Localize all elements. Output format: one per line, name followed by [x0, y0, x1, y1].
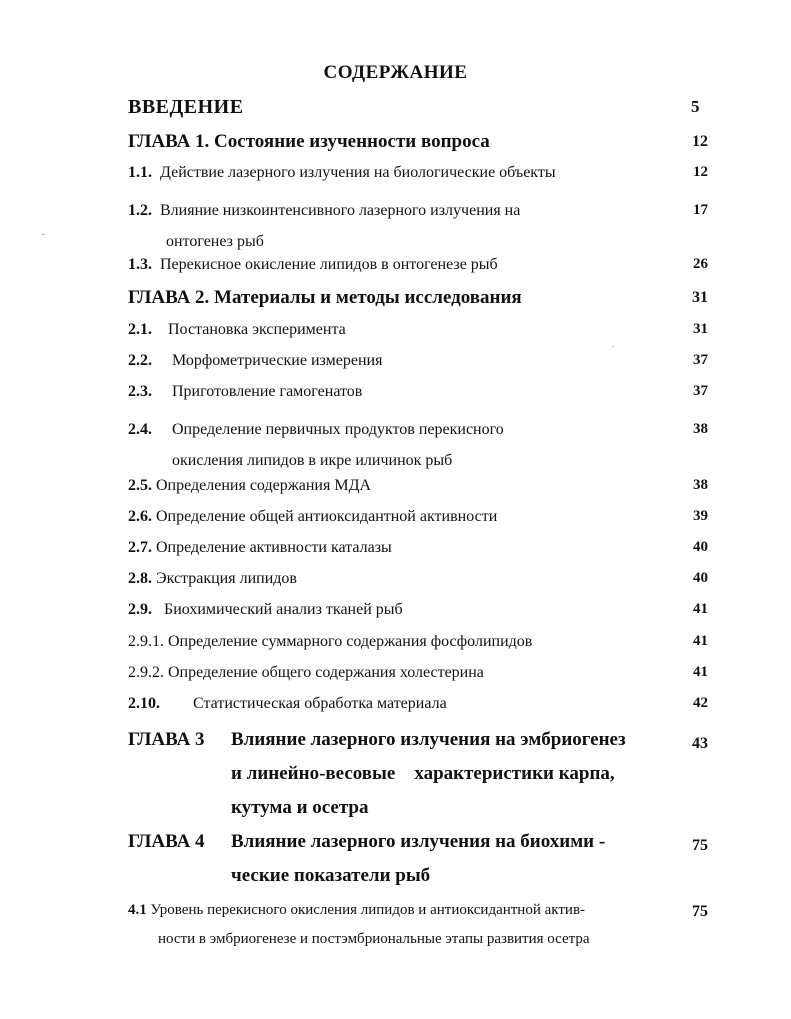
toc-chapter-4 [128, 825, 708, 895]
toc-page-number: 75 [692, 903, 708, 920]
toc-section-text: Определение активности каталазы [156, 539, 392, 556]
toc-page-number: 40 [693, 570, 708, 586]
toc-section-number: 4.1 [128, 902, 147, 918]
toc-section-text [128, 896, 668, 925]
toc-section-number: 2.5. [128, 477, 152, 494]
toc-section-1-3 [128, 256, 708, 274]
toc-section-number: 2.2. [128, 352, 152, 369]
toc-section-number: 2.4. [128, 421, 152, 438]
toc-page-number: 37 [693, 383, 708, 399]
toc-page-number: 17 [693, 202, 708, 218]
toc-section-2-9 [128, 601, 708, 619]
toc-section-number: 1.1. [128, 164, 152, 181]
toc-section-text: Экстракция липидов [156, 570, 297, 587]
toc-section-number: 2.9.2. [128, 664, 164, 681]
toc-chapter-title-line: Влияние лазерного излучения на эмбриогенез [231, 729, 626, 750]
toc-chapter-title-line: ческие показатели рыб [231, 865, 431, 886]
toc-page-number: 41 [693, 664, 708, 680]
toc-section-number: 2.3. [128, 383, 152, 400]
toc-section-text: Морфометрические измерения [172, 352, 383, 369]
toc-section-1-1 [128, 164, 708, 182]
toc-page-number: 39 [693, 508, 708, 524]
toc-section-text: Постановка эксперимента [168, 321, 346, 338]
toc-section-text: Статистическая обработка материала [193, 695, 447, 712]
toc-chapter-title-line: Влияние лазерного излучения на биохими - [231, 831, 606, 852]
toc-section-text: Определение общей антиоксидантной активности [156, 508, 498, 525]
toc-section-2-4 [128, 414, 708, 476]
toc-page-number: 75 [692, 837, 708, 854]
toc-section-number: 2.10. [128, 695, 160, 712]
toc-section-number: 1.3. [128, 256, 152, 273]
toc-section-text-continued: ности в эмбриогенезе и постэмбриональные этапы развития осетра [158, 931, 590, 947]
toc-section-2-9-1 [128, 633, 708, 651]
toc-label: ВВЕДЕНИЕ [128, 96, 244, 118]
toc-page-number: 38 [693, 477, 708, 493]
toc-section-number: 2.7. [128, 539, 152, 556]
toc-section-2-10 [128, 695, 708, 713]
toc-section-number: 2.8. [128, 570, 152, 587]
page-title: СОДЕРЖАНИЕ [323, 62, 468, 83]
toc-section-text: Определение первичных продуктов перекисного [172, 421, 504, 438]
toc-section-4-1 [128, 896, 708, 956]
toc-section-2-2 [128, 352, 708, 370]
toc-section-text: Перекисное окисление липидов в онтогенезе рыб [160, 256, 498, 273]
toc-section-2-6 [128, 508, 708, 526]
toc-page-number: 42 [693, 695, 708, 711]
toc-section-text: Действие лазерного излучения на биологические объекты [160, 164, 556, 181]
toc-chapter-2 [128, 287, 708, 309]
toc-section-text: Биохимический анализ тканей рыб [164, 601, 403, 618]
toc-section-1-2 [128, 195, 708, 257]
toc-section-2-5 [128, 477, 708, 495]
toc-section-text: Определение общего содержания холестерина [168, 664, 484, 681]
scan-speck [612, 346, 614, 347]
toc-label: ГЛАВА 1. Состояние изученности вопроса [128, 131, 490, 152]
toc-chapter-title-line: кутума и осетра [231, 797, 369, 818]
toc-section-number: 2.9.1. [128, 633, 164, 650]
toc-section-text-continued: окисления липидов в икре иличинок рыб [172, 452, 453, 469]
toc-page-number: 40 [693, 539, 708, 555]
toc-page-number: 12 [692, 133, 708, 150]
toc-intro [128, 96, 708, 119]
toc-section-2-7 [128, 539, 708, 557]
toc-section-text: Определение суммарного содержания фосфолипидов [168, 633, 533, 650]
toc-section-text-line: Уровень перекисного окисления липидов и антиоксидантной актив- [150, 902, 586, 918]
toc-label: ГЛАВА 4 [128, 831, 205, 852]
toc-section-2-3 [128, 383, 708, 401]
toc-chapter-3 [128, 723, 708, 828]
toc-section-text: Определения содержания МДА [156, 477, 372, 494]
toc-page-number: 41 [693, 633, 708, 649]
toc-label: ГЛАВА 3 [128, 729, 205, 750]
toc-page-number: 12 [693, 164, 708, 180]
toc-page-number: 31 [692, 289, 708, 306]
toc-section-number: 2.9. [128, 601, 152, 618]
toc-section-number: 1.2. [128, 202, 152, 219]
toc-section-text-continued: онтогенез рыб [166, 233, 264, 250]
toc-page-number: 31 [693, 321, 708, 337]
toc-section-number: 2.1. [128, 321, 152, 338]
toc-page-number: 38 [693, 421, 708, 437]
toc-section-text: Приготовление гамогенатов [172, 383, 363, 400]
toc-section-number: 2.6. [128, 508, 152, 525]
toc-chapter-title-line: и линейно-весовые характеристики карпа, [231, 763, 615, 784]
toc-page-number: 37 [693, 352, 708, 368]
scan-speck [42, 234, 45, 235]
toc-page-number: 26 [693, 256, 708, 272]
toc-section-text: Влияние низкоинтенсивного лазерного излучения на [160, 202, 521, 219]
toc-label: ГЛАВА 2. Материалы и методы исследования [128, 287, 522, 308]
toc-section-2-9-2 [128, 664, 708, 682]
toc-section-2-8 [128, 570, 708, 588]
toc-section-2-1 [128, 321, 708, 339]
toc-chapter-1 [128, 131, 708, 153]
toc-page-number: 5 [691, 97, 700, 116]
toc-page-number: 43 [692, 735, 708, 752]
toc-page-number: 41 [693, 601, 708, 617]
